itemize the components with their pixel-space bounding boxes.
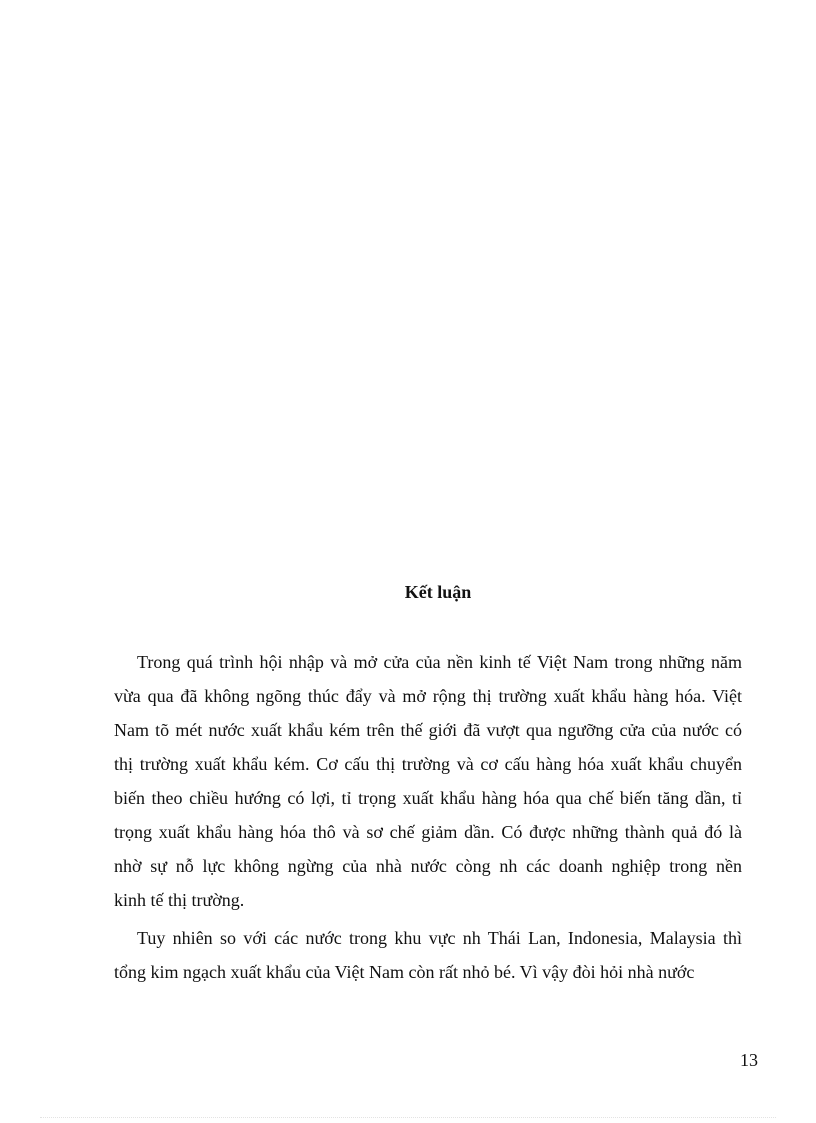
paragraph-line: thị trường xuất khẩu kém. Cơ cấu thị trường và cơ cấu hàng hóa xuất khẩu chuyển: [114, 754, 742, 774]
page-number: 13: [740, 1050, 758, 1070]
page-bottom-border: [40, 1117, 776, 1118]
paragraph-line: nhờ sự nỗ lực không ngừng của nhà nước còng nh các doanh nghiệp trong nền: [114, 856, 742, 876]
paragraph-line: Tuy nhiên so với các nước trong khu vực nh Thái Lan, Indonesia, Malaysia thì: [137, 928, 742, 948]
paragraph-line: Nam tõ mét nước xuất khẩu kém trên thế giới đã vượt qua ngưỡng cửa của nước có: [114, 720, 742, 740]
paragraph-line: tổng kim ngạch xuất khẩu của Việt Nam còn rất nhỏ bé. Vì vậy đòi hỏi nhà nước: [114, 962, 695, 982]
paragraph-line: biến theo chiều hướng có lợi, tỉ trọng xuất khẩu hàng hóa qua chế biến tăng dần, tỉ: [114, 788, 742, 808]
paragraph-line: vừa qua đã không ngõng thúc đẩy và mở rộng thị trường xuất khẩu hàng hóa. Việt: [114, 686, 742, 706]
paragraph-line: Trong quá trình hội nhập và mở cửa của nền kinh tế Việt Nam trong những năm: [137, 652, 742, 672]
section-heading: Kết luận: [404, 582, 472, 602]
paragraph-line: trọng xuất khẩu hàng hóa thô và sơ chế giảm dần. Có được những thành quả đó là: [114, 822, 742, 842]
paragraph-line: kinh tế thị trường.: [114, 890, 245, 910]
